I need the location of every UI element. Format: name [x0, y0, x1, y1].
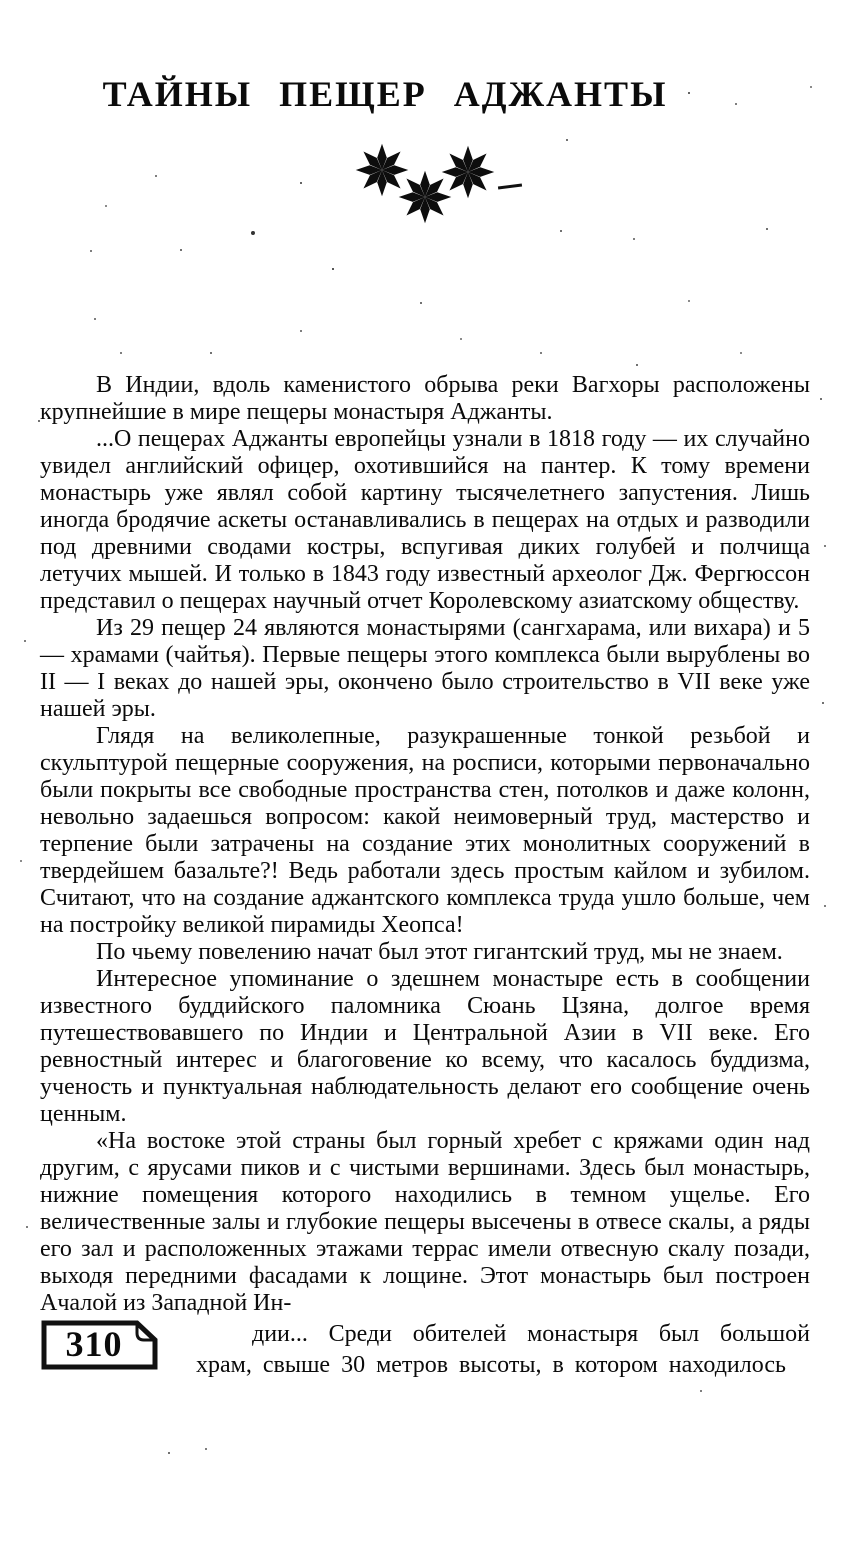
ornament-dash: [498, 184, 522, 190]
paragraph-continuation: дии... Среди обителей монастыря был большой храм, свыше 30 метров высоты, в котором находилось: [196, 1321, 810, 1378]
paragraph: По чьему повелению начат был этот гигантский труд, мы не знаем.: [96, 939, 783, 965]
page-number-badge: [40, 1319, 170, 1371]
paragraph: Глядя на великолепные, разукрашенные тонкой резьбой и скульптурой пещерные сооружения, на росписи, которыми первоначально были покрыты все свободные пространства стен, потолков и даже колонн, невольно задаешься вопросом: какой неимоверный труд, мастерство и терпение были затрачены на создание этих монолитных сооружений в твердейшем базальте?! Ведь работали здесь простым кайлом и зубилом. Считают, что на создание аджантского комплекса труда ушло больше, чем на постройку великой пирамиды Хеопса!: [40, 723, 810, 938]
page-number: 310: [65, 1323, 123, 1364]
paragraph: В Индии, вдоль каменистого обрыва реки Вагхоры расположены крупнейшие в мире пещеры монастыря Аджанты.: [40, 372, 810, 425]
body-text: [40, 372, 810, 1381]
paragraph: Из 29 пещер 24 являются монастырями (сангхарама, или вихара) и 5 — храмами (чайтья). Первые пещеры этого комплекса были вырублены во II — I веках до нашей эры, окончено было строительство в VII веке уже нашей эры.: [40, 615, 810, 722]
scan-noise-speckles: [0, 0, 2, 2]
page-title: ТАЙНЫ ПЕЩЕР АДЖАНТЫ: [102, 74, 668, 114]
paragraph: Интересное упоминание о здешнем монастыре есть в сообщении известного буддийского паломника Сюань Цзяна, долгое время путешествовавшего по Индии и Центральной Азии в VII веке. Его ревностный интерес и благоговение ко всему, что касалось буддизма, ученость и пунктуальная наблюдательность делают его сообщение очень ценным.: [40, 966, 810, 1127]
last-lines-row: [40, 1319, 810, 1381]
eight-pointed-star-icon: [440, 144, 496, 200]
paragraph: «На востоке этой страны был горный хребет с кряжами один над другим, с ярусами пиков и с чистыми вершинами. Здесь был монастырь, нижние помещения которого находились в темном ущелье. Его величественные залы и глубокие пещеры высечены в отвесе скалы, а ряды его зал и расположенных этажами террас имели отвесную скалу позади, выходя передними фасадами к лощине. Этот монастырь был построен Ачалой из Западной Ин-: [40, 1128, 810, 1316]
paragraph: ...О пещерах Аджанты европейцы узнали в 1818 году — их случайно увидел английский офицер, охотившийся на пантер. К тому времени монастырь уже являл собой картину тысячелетнего запустения. Лишь иногда бродячие аскеты останавливались в пещерах на отдых и разводили под древними сводами костры, вспугивая диких голубей и полчища летучих мышей. И только в 1843 году известный археолог Дж. Фергюссон представил о пещерах научный отчет Королевскому азиатскому обществу.: [40, 426, 810, 614]
ornament: [40, 142, 810, 228]
